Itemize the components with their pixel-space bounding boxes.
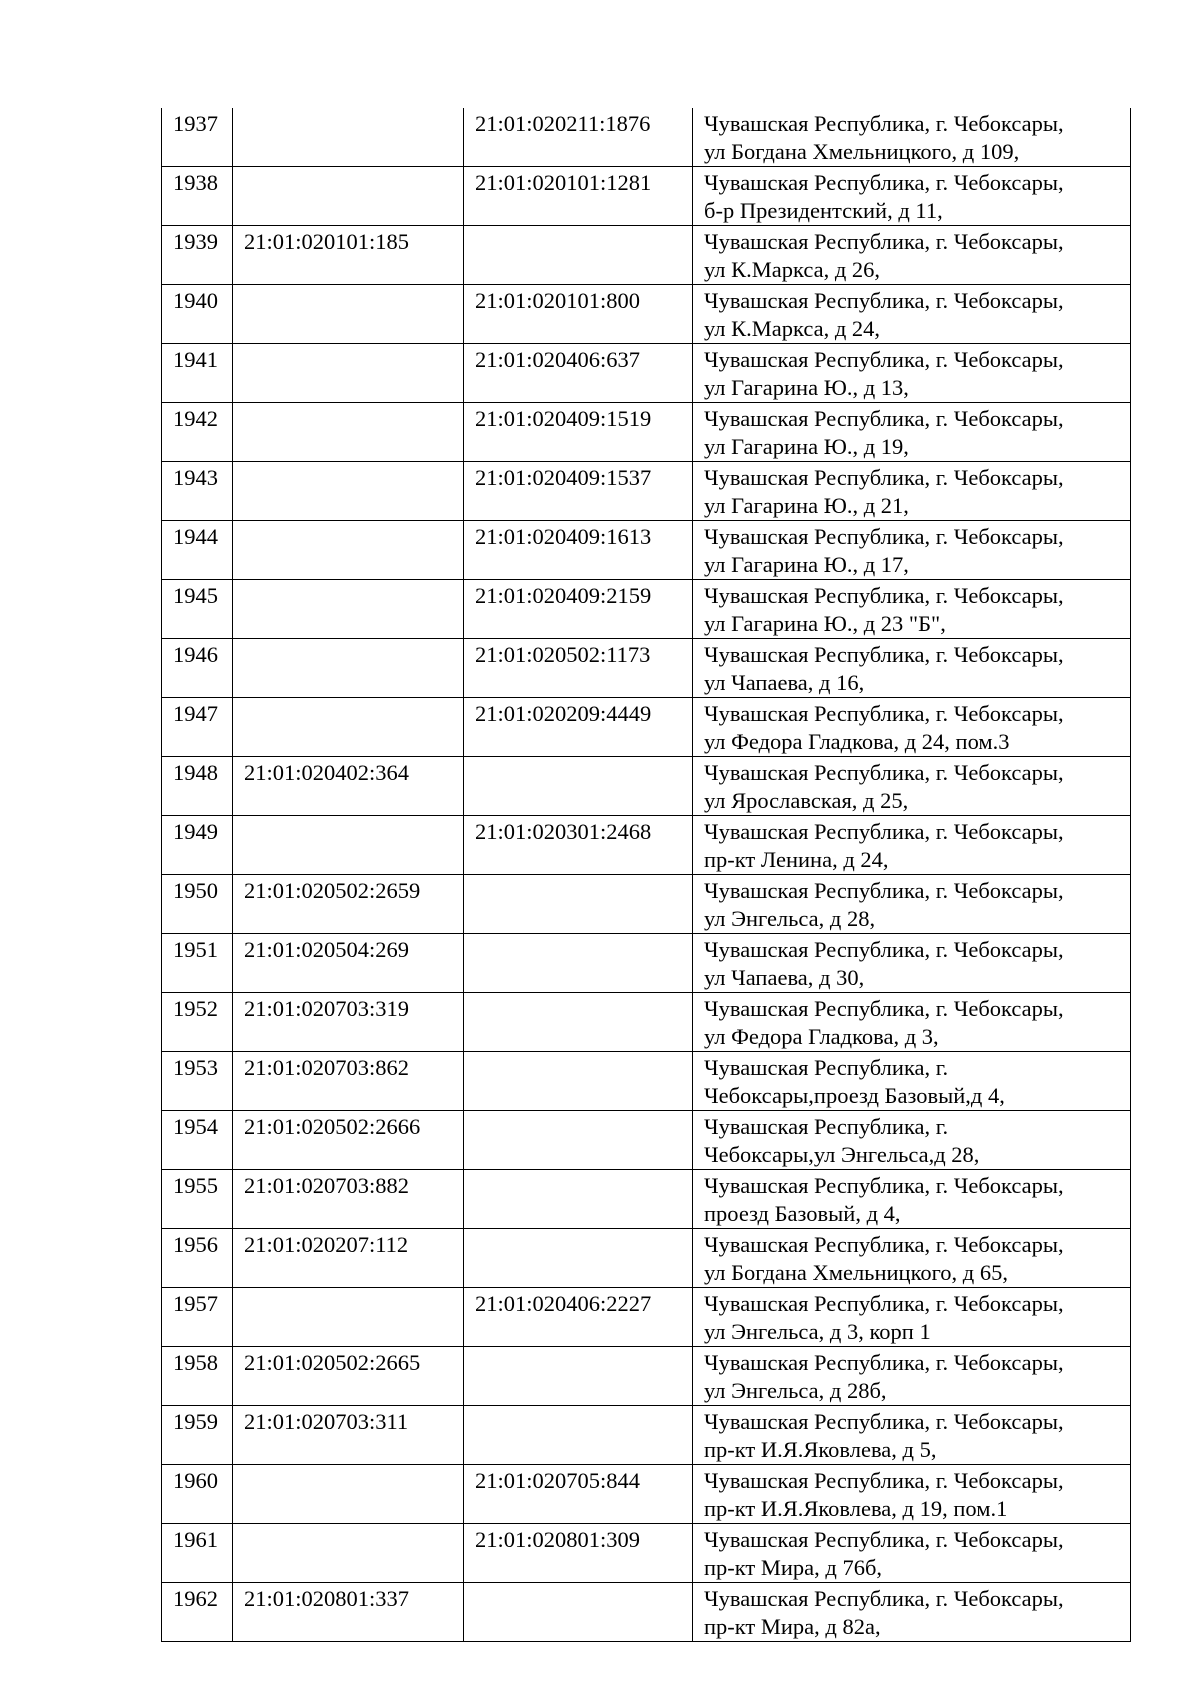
row-number-cell: 1939: [162, 226, 233, 285]
row-number-cell: 1956: [162, 1229, 233, 1288]
row-number-cell: 1944: [162, 521, 233, 580]
land-cadastral-number-cell: [233, 1524, 464, 1583]
address-cell: Чувашская Республика, г. Чебоксары, ул Богдана Хмельницкого, д 109,: [693, 108, 1131, 167]
land-cadastral-number-cell: [233, 167, 464, 226]
land-cadastral-number-cell: 21:01:020703:862: [233, 1052, 464, 1111]
address-cell: Чувашская Республика, г. Чебоксары, ул Гагарина Ю., д 17,: [693, 521, 1131, 580]
address-cell: Чувашская Республика, г. Чебоксары, б-р Президентский, д 11,: [693, 167, 1131, 226]
address-cell: Чувашская Республика, г. Чебоксары, ул Энгельса, д 28,: [693, 875, 1131, 934]
row-number-cell: 1961: [162, 1524, 233, 1583]
building-cadastral-number-cell: 21:01:020801:309: [464, 1524, 693, 1583]
land-cadastral-number-cell: [233, 816, 464, 875]
table-row: [162, 816, 1131, 875]
row-number-cell: 1949: [162, 816, 233, 875]
table-row: [162, 1524, 1131, 1583]
building-cadastral-number-cell: [464, 1406, 693, 1465]
row-number-cell: 1945: [162, 580, 233, 639]
land-cadastral-number-cell: 21:01:020703:882: [233, 1170, 464, 1229]
land-cadastral-number-cell: [233, 285, 464, 344]
row-number-cell: 1953: [162, 1052, 233, 1111]
address-cell: Чувашская Республика, г. Чебоксары, пр-кт Ленина, д 24,: [693, 816, 1131, 875]
address-cell: Чувашская Республика, г. Чебоксары, проезд Базовый, д 4,: [693, 1170, 1131, 1229]
row-number-cell: 1950: [162, 875, 233, 934]
table-row: [162, 1288, 1131, 1347]
row-number-cell: 1957: [162, 1288, 233, 1347]
table-row: [162, 1111, 1131, 1170]
address-cell: Чувашская Республика, г. Чебоксары, ул Федора Гладкова, д 3,: [693, 993, 1131, 1052]
land-cadastral-number-cell: [233, 521, 464, 580]
table-row: [162, 1406, 1131, 1465]
address-cell: Чувашская Республика, г. Чебоксары, ул Гагарина Ю., д 13,: [693, 344, 1131, 403]
land-cadastral-number-cell: [233, 1288, 464, 1347]
building-cadastral-number-cell: 21:01:020406:2227: [464, 1288, 693, 1347]
land-cadastral-number-cell: [233, 462, 464, 521]
building-cadastral-number-cell: [464, 875, 693, 934]
table-row: [162, 757, 1131, 816]
table-row: [162, 108, 1131, 167]
land-cadastral-number-cell: [233, 698, 464, 757]
building-cadastral-number-cell: [464, 226, 693, 285]
table-row: [162, 403, 1131, 462]
land-cadastral-number-cell: [233, 108, 464, 167]
row-number-cell: 1959: [162, 1406, 233, 1465]
building-cadastral-number-cell: 21:01:020502:1173: [464, 639, 693, 698]
row-number-cell: 1938: [162, 167, 233, 226]
building-cadastral-number-cell: 21:01:020705:844: [464, 1465, 693, 1524]
building-cadastral-number-cell: [464, 1229, 693, 1288]
land-cadastral-number-cell: 21:01:020703:319: [233, 993, 464, 1052]
table-row: [162, 580, 1131, 639]
address-cell: Чувашская Республика, г. Чебоксары, ул Федора Гладкова, д 24, пом.3: [693, 698, 1131, 757]
address-cell: Чувашская Республика, г. Чебоксары, ул Ярославская, д 25,: [693, 757, 1131, 816]
table-row: [162, 226, 1131, 285]
building-cadastral-number-cell: [464, 1170, 693, 1229]
building-cadastral-number-cell: 21:01:020409:2159: [464, 580, 693, 639]
row-number-cell: 1962: [162, 1583, 233, 1642]
table-row: [162, 993, 1131, 1052]
row-number-cell: 1947: [162, 698, 233, 757]
address-cell: Чувашская Республика, г. Чебоксары, ул Чапаева, д 30,: [693, 934, 1131, 993]
row-number-cell: 1955: [162, 1170, 233, 1229]
table-row: [162, 875, 1131, 934]
table-row: [162, 934, 1131, 993]
table-row: [162, 639, 1131, 698]
row-number-cell: 1937: [162, 108, 233, 167]
land-cadastral-number-cell: 21:01:020703:311: [233, 1406, 464, 1465]
building-cadastral-number-cell: [464, 1052, 693, 1111]
table-row: [162, 698, 1131, 757]
building-cadastral-number-cell: 21:01:020409:1537: [464, 462, 693, 521]
table-row: [162, 1229, 1131, 1288]
address-cell: Чувашская Республика, г. Чебоксары, пр-кт И.Я.Яковлева, д 19, пом.1: [693, 1465, 1131, 1524]
land-cadastral-number-cell: 21:01:020801:337: [233, 1583, 464, 1642]
row-number-cell: 1941: [162, 344, 233, 403]
table-row: [162, 344, 1131, 403]
building-cadastral-number-cell: 21:01:020409:1613: [464, 521, 693, 580]
row-number-cell: 1942: [162, 403, 233, 462]
building-cadastral-number-cell: [464, 1347, 693, 1406]
table-row: [162, 1052, 1131, 1111]
address-cell: Чувашская Республика, г. Чебоксары, ул К.Маркса, д 26,: [693, 226, 1131, 285]
land-cadastral-number-cell: [233, 344, 464, 403]
address-cell: Чувашская Республика, г. Чебоксары,проезд Базовый,д 4,: [693, 1052, 1131, 1111]
land-cadastral-number-cell: 21:01:020101:185: [233, 226, 464, 285]
building-cadastral-number-cell: 21:01:020101:1281: [464, 167, 693, 226]
land-cadastral-number-cell: 21:01:020207:112: [233, 1229, 464, 1288]
land-cadastral-number-cell: [233, 639, 464, 698]
row-number-cell: 1952: [162, 993, 233, 1052]
registry-table-body: [162, 108, 1131, 1642]
address-cell: Чувашская Республика, г. Чебоксары, пр-кт И.Я.Яковлева, д 5,: [693, 1406, 1131, 1465]
table-row: [162, 1465, 1131, 1524]
address-cell: Чувашская Республика, г. Чебоксары, ул Богдана Хмельницкого, д 65,: [693, 1229, 1131, 1288]
address-cell: Чувашская Республика, г. Чебоксары, ул Гагарина Ю., д 19,: [693, 403, 1131, 462]
building-cadastral-number-cell: [464, 1583, 693, 1642]
address-cell: Чувашская Республика, г. Чебоксары, ул Гагарина Ю., д 21,: [693, 462, 1131, 521]
registry-table: [161, 108, 1131, 1642]
land-cadastral-number-cell: 21:01:020502:2665: [233, 1347, 464, 1406]
land-cadastral-number-cell: 21:01:020402:364: [233, 757, 464, 816]
address-cell: Чувашская Республика, г. Чебоксары, ул Энгельса, д 3, корп 1: [693, 1288, 1131, 1347]
land-cadastral-number-cell: 21:01:020502:2659: [233, 875, 464, 934]
building-cadastral-number-cell: [464, 993, 693, 1052]
table-row: [162, 1170, 1131, 1229]
row-number-cell: 1943: [162, 462, 233, 521]
land-cadastral-number-cell: [233, 403, 464, 462]
row-number-cell: 1958: [162, 1347, 233, 1406]
address-cell: Чувашская Республика, г. Чебоксары,ул Энгельса,д 28,: [693, 1111, 1131, 1170]
building-cadastral-number-cell: 21:01:020209:4449: [464, 698, 693, 757]
table-row: [162, 521, 1131, 580]
land-cadastral-number-cell: [233, 580, 464, 639]
row-number-cell: 1946: [162, 639, 233, 698]
row-number-cell: 1960: [162, 1465, 233, 1524]
building-cadastral-number-cell: 21:01:020409:1519: [464, 403, 693, 462]
building-cadastral-number-cell: 21:01:020301:2468: [464, 816, 693, 875]
address-cell: Чувашская Республика, г. Чебоксары, ул Энгельса, д 28б,: [693, 1347, 1131, 1406]
building-cadastral-number-cell: 21:01:020211:1876: [464, 108, 693, 167]
row-number-cell: 1940: [162, 285, 233, 344]
land-cadastral-number-cell: [233, 1465, 464, 1524]
building-cadastral-number-cell: 21:01:020406:637: [464, 344, 693, 403]
land-cadastral-number-cell: 21:01:020504:269: [233, 934, 464, 993]
building-cadastral-number-cell: 21:01:020101:800: [464, 285, 693, 344]
address-cell: Чувашская Республика, г. Чебоксары, ул Чапаева, д 16,: [693, 639, 1131, 698]
building-cadastral-number-cell: [464, 757, 693, 816]
row-number-cell: 1948: [162, 757, 233, 816]
row-number-cell: 1954: [162, 1111, 233, 1170]
address-cell: Чувашская Республика, г. Чебоксары, пр-кт Мира, д 76б,: [693, 1524, 1131, 1583]
land-cadastral-number-cell: 21:01:020502:2666: [233, 1111, 464, 1170]
address-cell: Чувашская Республика, г. Чебоксары, ул К.Маркса, д 24,: [693, 285, 1131, 344]
address-cell: Чувашская Республика, г. Чебоксары, ул Гагарина Ю., д 23 "Б",: [693, 580, 1131, 639]
table-row: [162, 167, 1131, 226]
row-number-cell: 1951: [162, 934, 233, 993]
table-row: [162, 1347, 1131, 1406]
address-cell: Чувашская Республика, г. Чебоксары, пр-кт Мира, д 82а,: [693, 1583, 1131, 1642]
table-row: [162, 1583, 1131, 1642]
building-cadastral-number-cell: [464, 1111, 693, 1170]
building-cadastral-number-cell: [464, 934, 693, 993]
table-row: [162, 462, 1131, 521]
table-row: [162, 285, 1131, 344]
